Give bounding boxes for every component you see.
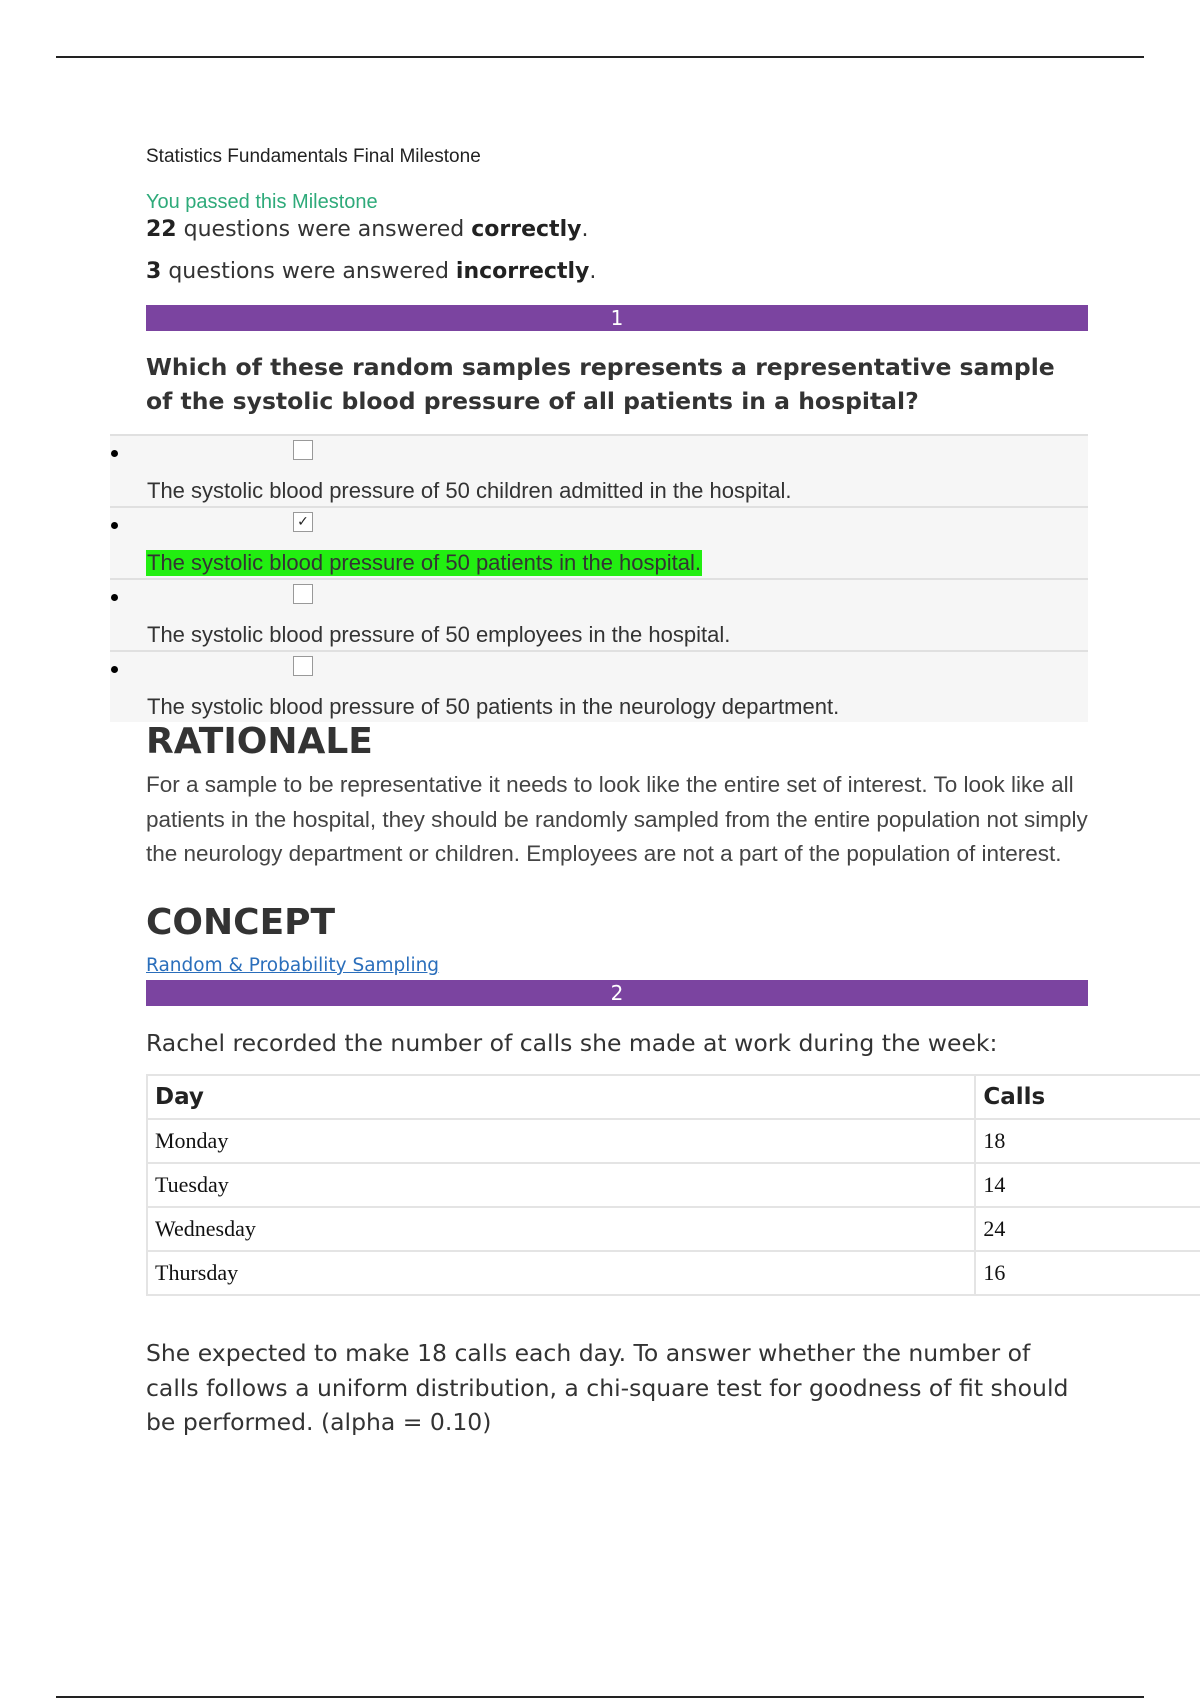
incorrect-prefix: questions were answered <box>168 259 449 284</box>
answer-option[interactable] <box>110 578 1088 650</box>
answer-option-label: The systolic blood pressure of 50 patients in the neurology department. <box>147 694 840 719</box>
incorrect-word: incorrectly <box>455 259 590 284</box>
top-rule <box>56 56 1144 58</box>
incorrect-summary <box>146 259 596 284</box>
correct-count: 22 <box>146 217 177 242</box>
checked-checkbox-icon[interactable]: ✓ <box>293 512 313 532</box>
checkbox-icon[interactable] <box>293 584 313 604</box>
column-header-day: Day <box>147 1075 975 1119</box>
bullet-icon <box>111 666 118 673</box>
calls-cell: 14 <box>975 1163 1200 1207</box>
question-1-text: Which of these random samples represents a representative sample of the systolic blood pressure of all patients in a hospital? <box>146 353 1055 415</box>
question-2-followup: She expected to make 18 calls each day. To answer whether the number of calls follows a uniform distribution, a chi-square test for goodness of fit should be performed. (alpha = 0.10) <box>146 1339 1069 1436</box>
calls-cell: 18 <box>975 1119 1200 1163</box>
answer-option-label: The systolic blood pressure of 50 patients in the hospital. <box>147 550 701 575</box>
concept-link[interactable]: Random & Probability Sampling <box>146 955 440 976</box>
bullet-icon <box>111 594 118 601</box>
table-row <box>147 1119 1200 1163</box>
checkbox-icon[interactable] <box>293 440 313 460</box>
incorrect-count: 3 <box>146 259 162 284</box>
answer-option[interactable] <box>110 650 1088 722</box>
day-cell: Tuesday <box>147 1163 975 1207</box>
concept-heading: CONCEPT <box>146 902 336 943</box>
question-1-options <box>110 434 1088 722</box>
answer-option-selected[interactable] <box>110 506 1088 578</box>
day-cell: Thursday <box>147 1251 975 1295</box>
incorrect-suffix: . <box>589 259 597 284</box>
rationale-heading: RATIONALE <box>146 721 373 762</box>
calls-cell: 24 <box>975 1207 1200 1251</box>
bottom-rule <box>56 1696 1144 1698</box>
correct-prefix: questions were answered <box>183 217 465 242</box>
column-header-calls: Calls <box>975 1075 1200 1119</box>
answer-option[interactable] <box>110 434 1088 506</box>
rationale-text: For a sample to be representative it needs to look like the entire set of interest. To look like all patients in the hospital, they should be randomly sampled from the entire population not simply the neurology department or children. Employees are not a part of the population of interest. <box>146 772 1088 866</box>
bullet-icon <box>111 450 118 457</box>
calls-cell: 16 <box>975 1251 1200 1295</box>
correct-suffix: . <box>581 217 589 242</box>
bullet-icon <box>111 522 118 529</box>
day-cell: Monday <box>147 1119 975 1163</box>
question-2-intro: Rachel recorded the number of calls she made at work during the week: <box>146 1029 998 1057</box>
question-1-number-bar: 1 <box>146 305 1088 331</box>
correct-word: correctly <box>471 217 582 242</box>
correct-summary <box>146 217 588 242</box>
day-cell: Wednesday <box>147 1207 975 1251</box>
table-row <box>147 1251 1200 1295</box>
answer-option-label: The systolic blood pressure of 50 children admitted in the hospital. <box>147 478 792 503</box>
table-row <box>147 1207 1200 1251</box>
answer-option-label: The systolic blood pressure of 50 employees in the hospital. <box>147 622 731 647</box>
table-header-row <box>147 1075 1200 1119</box>
table-row <box>147 1163 1200 1207</box>
question-2-number-bar: 2 <box>146 980 1088 1006</box>
checkbox-icon[interactable] <box>293 656 313 676</box>
calls-table <box>146 1074 1200 1296</box>
document-title: Statistics Fundamentals Final Milestone <box>146 146 481 167</box>
pass-status: You passed this Milestone <box>146 191 378 213</box>
